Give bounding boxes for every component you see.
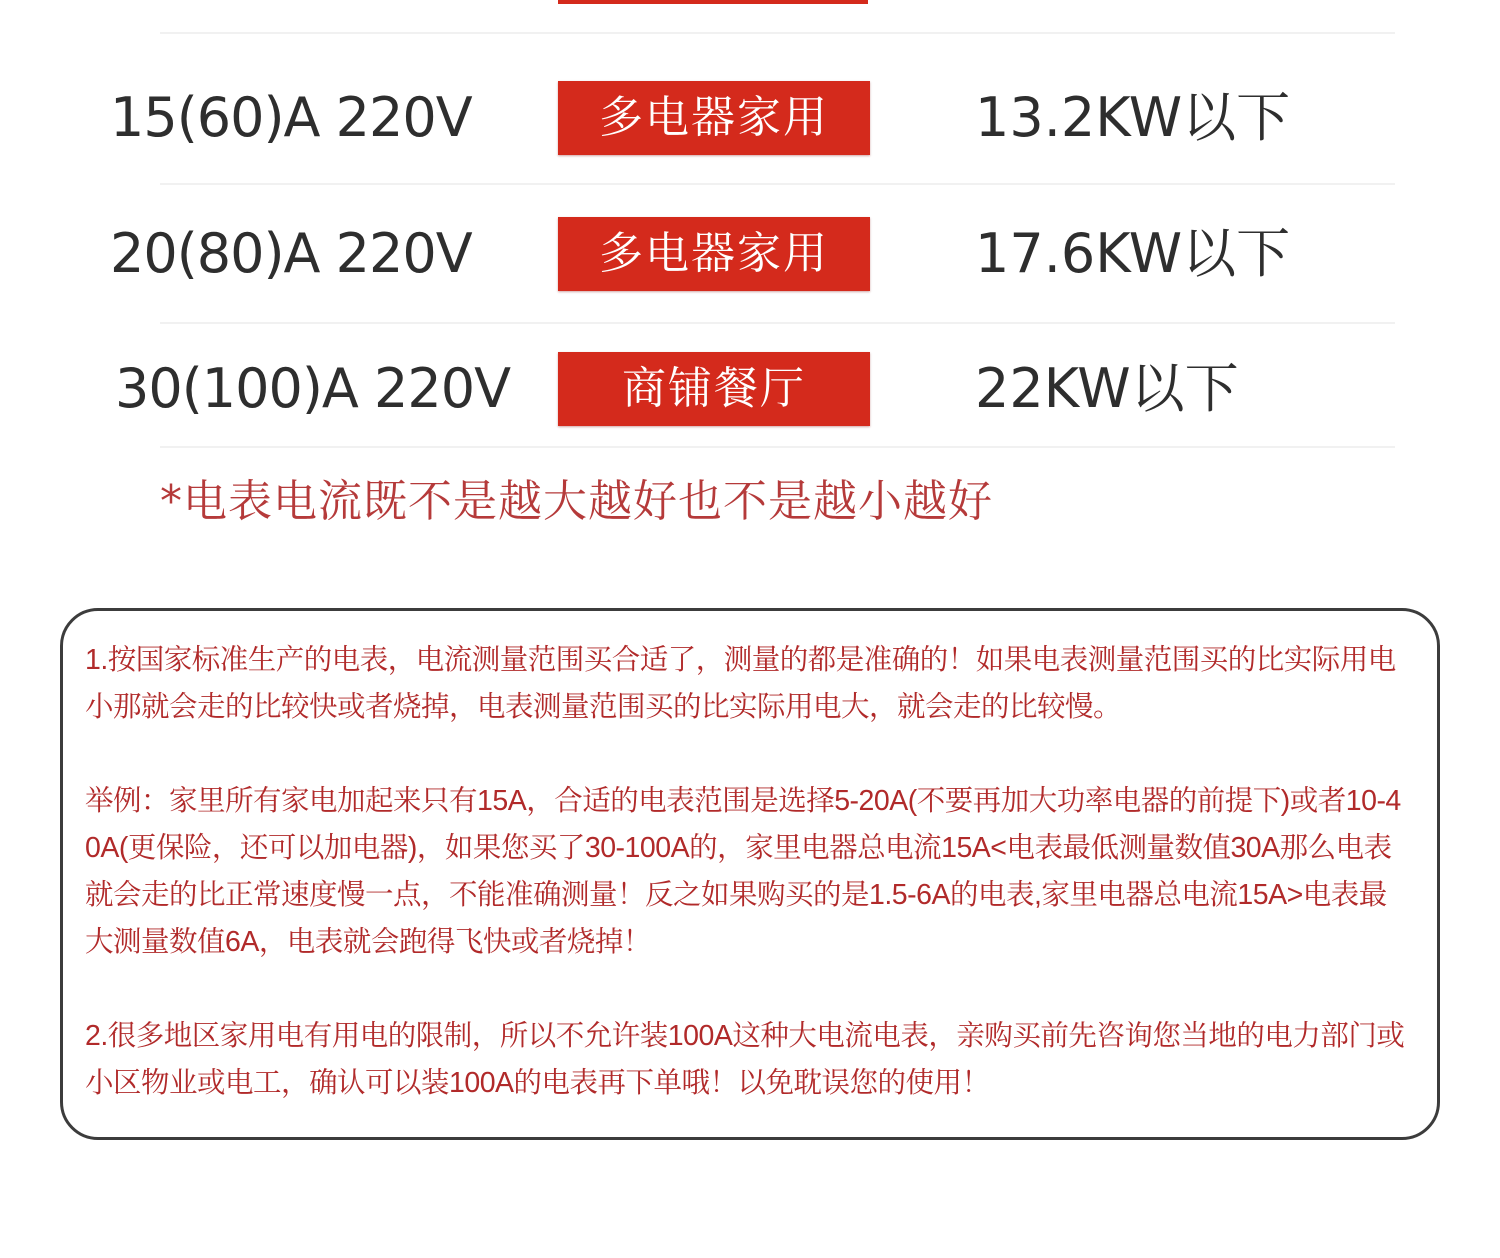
power-limit: 22KW以下 [975,357,1239,420]
current-rating: 15(60)A 220V [110,86,472,149]
usage-tag: 多电器家用 [558,81,870,155]
spec-row-20-80a [0,214,1500,294]
row-divider [160,322,1395,324]
spec-row-15-60a [0,78,1500,158]
usage-tag: 商铺餐厅 [558,352,870,426]
current-selection-note: *电表电流既不是越大越好也不是越小越好 [160,476,993,527]
row-divider [160,32,1395,34]
power-limit: 13.2KW以下 [975,86,1291,149]
power-limit: 17.6KW以下 [975,222,1291,285]
row-divider [160,446,1395,448]
info-box [60,608,1440,1140]
info-paragraph-standard: 1.按国家标准生产的电表，电流测量范围买合适了，测量的都是准确的！如果电表测量范围买的比实际用电小那就会走的比较快或者烧掉，电表测量范围买的比实际用电大，就会走的比较慢。 [85,644,1396,723]
usage-tag: 多电器家用 [558,217,870,291]
current-rating: 30(100)A 220V [115,357,511,420]
info-paragraph-regional-limit: 2.很多地区家用电有用电的限制，所以不允许装100A这种大电流电表，亲购买前先咨询您当地的电力部门或小区物业或电工，确认可以装100A的电表再下单哦！以免耽误您的使用！ [85,1020,1405,1099]
row-divider [160,183,1395,185]
previous-row-tag-edge [558,0,868,4]
spec-row-30-100a [0,349,1500,429]
current-rating: 20(80)A 220V [110,222,472,285]
info-paragraph-example: 举例：家里所有家电加起来只有15A，合适的电表范围是选择5-20A(不要再加大功率电器的前提下)或者10-40A(更保险，还可以加电器)，如果您买了30-100A的，家里电器总电流15A<电表最低测量数值30A那么电表就会走的比正常速度慢一点，不能准确测量！反之如果购买的是1.5-6A的电表,家里电器总电流15A>电表最大测量数值6A，电表就会跑得飞快或者烧掉！ [85,785,1401,958]
